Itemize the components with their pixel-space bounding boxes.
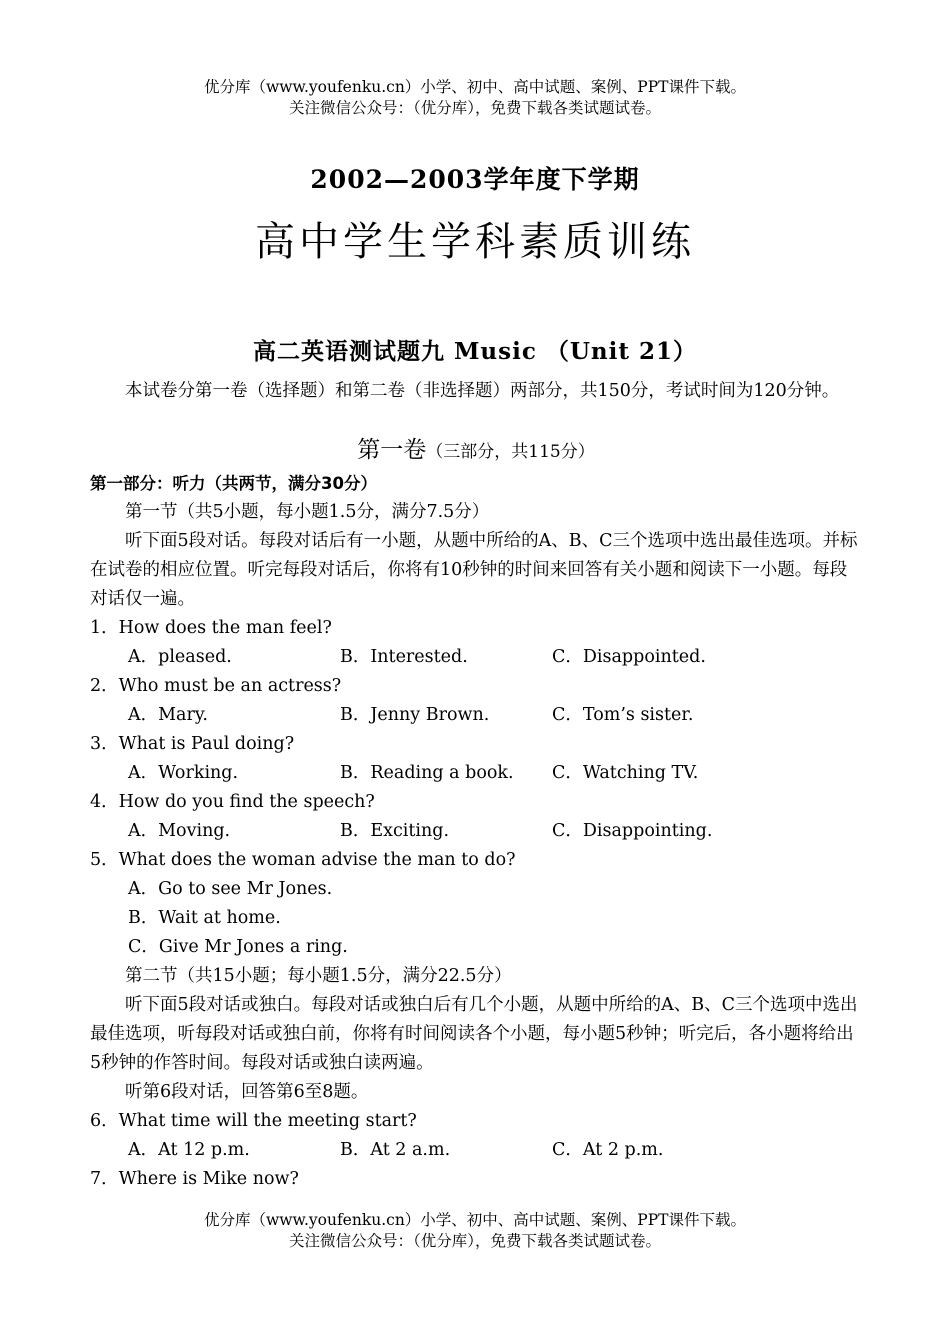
volume-note: （三部分，共115分） — [426, 442, 595, 462]
exam-subtitle: 高二英语测试题九 Music （Unit 21） — [252, 338, 698, 365]
option-c: C．Disappointed. — [552, 647, 706, 667]
option-b: B．At 2 a.m. — [340, 1140, 451, 1160]
dialog6-instruction: 听第6段对话，回答第6至8题。 — [125, 1082, 369, 1102]
question-5: 5．What does the woman advise the man to do? — [90, 850, 516, 870]
question-6: 6．What time will the meeting start? — [90, 1111, 417, 1131]
option-a: A．Moving. — [128, 821, 231, 841]
option-a: A．Working. — [128, 763, 239, 783]
exam-year-title: 2002—2003学年度下学期 — [310, 165, 640, 194]
question-3: 3．What is Paul doing? — [90, 734, 295, 754]
options-3 — [90, 759, 862, 788]
exam-main-title: 高中学生学科素质训练 — [255, 219, 695, 265]
option-c: C．Tom’s sister. — [552, 705, 694, 725]
header-line-2: 关注微信公众号：（优分库），免费下载各类试题试卷。 — [288, 99, 661, 117]
option-a: A．pleased. — [128, 647, 232, 667]
volume-label: 第一卷 — [357, 437, 427, 463]
option-a: A．At 12 p.m. — [128, 1140, 250, 1160]
question-2: 2．Who must be an actress? — [90, 676, 342, 696]
option-b: B．Interested. — [340, 647, 468, 667]
question-1: 1．How does the man feel? — [90, 618, 332, 638]
option-a: A．Go to see Mr Jones. — [128, 879, 333, 899]
section1-instructions: 听下面5段对话。每段对话后有一小题，从题中所给的A、B、C三个选项中选出最佳选项。并标在试卷的相应位置。听完每段对话后，你将有10秒钟的时间来回答有关小题和阅读下一小题。每段对话仅一遍。 — [90, 531, 858, 609]
option-b: B．Wait at home. — [128, 908, 281, 928]
exam-body — [90, 377, 862, 1194]
question-4: 4．How do you find the speech? — [90, 792, 375, 812]
section2-heading: 第二节（共15小题；每小题1.5分，满分22.5分） — [125, 966, 512, 986]
question-7: 7．Where is Mike now? — [90, 1169, 299, 1189]
header-line-1: 优分库（www.youfenku.cn）小学、初中、高中试题、案例、PPT课件下载。 — [203, 78, 747, 96]
option-a: A．Mary. — [128, 705, 208, 725]
option-c: C．Watching TV. — [552, 763, 699, 783]
options-4 — [90, 817, 862, 846]
footer-line-1: 优分库（www.youfenku.cn）小学、初中、高中试题、案例、PPT课件下载。 — [203, 1211, 747, 1229]
option-b: B．Reading a book. — [340, 763, 514, 783]
section2-instructions: 听下面5段对话或独白。每段对话或独白后有几个小题，从题中所给的A、B、C三个选项中选出最佳选项，听每段对话或独白前，你将有时间阅读各个小题，每小题5秒钟；听完后，各小题将给出5秒钟的作答时间。每段对话或独白读两遍。 — [90, 995, 858, 1073]
footer-line-2: 关注微信公众号：（优分库），免费下载各类试题试卷。 — [288, 1232, 661, 1250]
option-c: C．At 2 p.m. — [552, 1140, 664, 1160]
intro-paragraph: 本试卷分第一卷（选择题）和第二卷（非选择题）两部分，共150分，考试时间为120分钟。 — [125, 381, 840, 401]
part1-heading: 第一部分：听力（共两节，满分30分） — [90, 474, 377, 493]
options-2 — [90, 701, 862, 730]
option-b: B．Exciting. — [340, 821, 450, 841]
option-b: B．Jenny Brown. — [340, 705, 490, 725]
section1-heading: 第一节（共5小题，每小题1.5分，满分7.5分） — [125, 502, 490, 522]
options-6 — [90, 1136, 862, 1165]
page-header — [0, 77, 950, 119]
page-footer — [0, 1210, 950, 1252]
options-1 — [90, 643, 862, 672]
option-c: C．Disappointing. — [552, 821, 713, 841]
option-c: C．Give Mr Jones a ring. — [128, 937, 348, 957]
volume-heading — [90, 434, 862, 469]
